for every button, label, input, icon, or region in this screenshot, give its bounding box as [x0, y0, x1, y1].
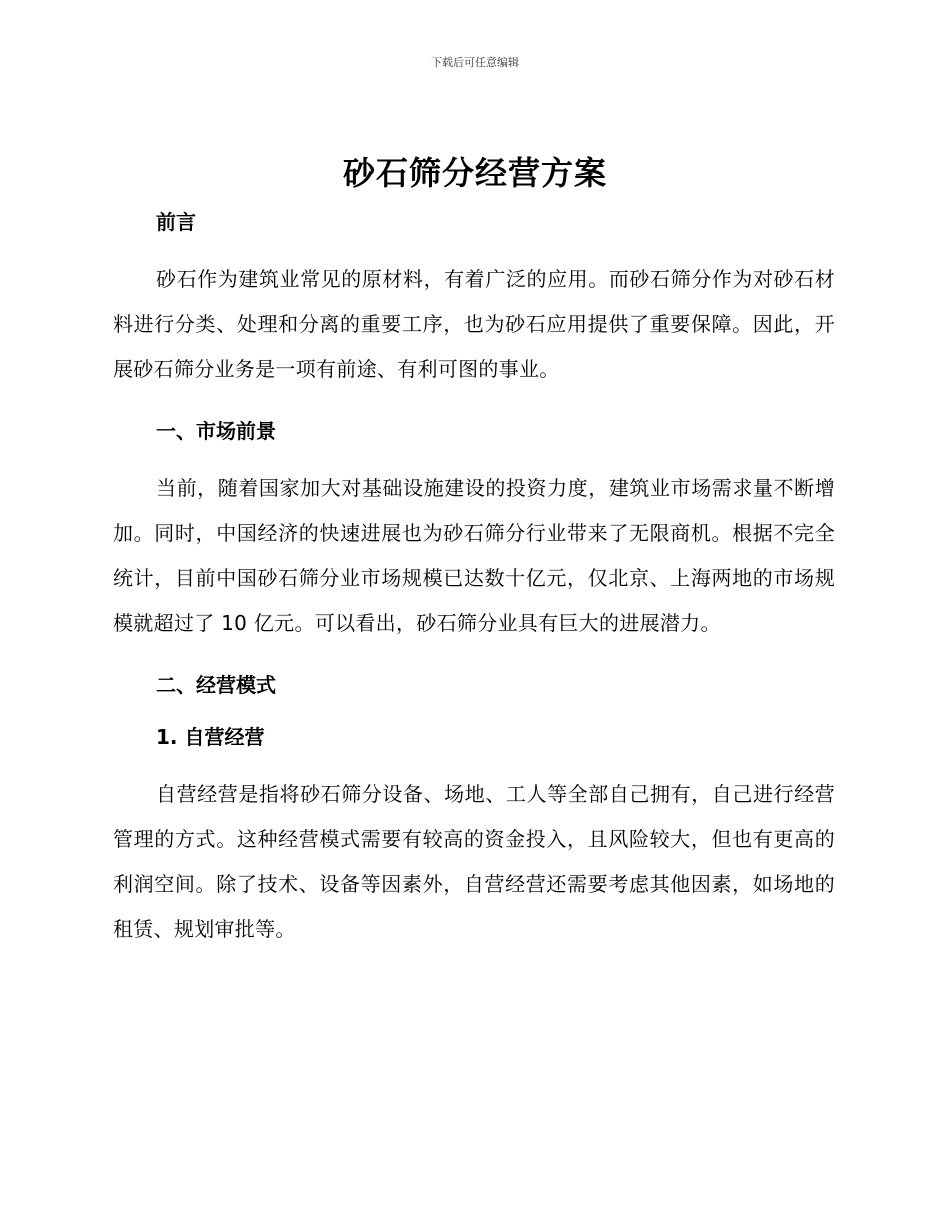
- section-heading-market: 一、市场前景: [156, 419, 276, 443]
- subsection-heading-self-operated: 1. 自营经营: [156, 725, 265, 749]
- paragraph-self-operated: 自营经营是指将砂石筛分设备、场地、工人等全部自己拥有，自己进行经营管理的方式。这种经营模式需要有较高的资金投入，且风险较大，但也有更高的利润空间。除了技术、设备等因素外，自营经营还需要考虑其他因素，如场地的租赁、规划审批等。: [113, 782, 835, 941]
- paragraph-market: 当前，随着国家加大对基础设施建设的投资力度，建筑业市场需求量不断增加。同时，中国经济的快速进展也为砂石筛分行业带来了无限商机。根据不完全统计，目前中国砂石筛分业市场规模已达数十亿元，仅北京、上海两地的市场规模就超过了 10 亿元。可以看出，砂石筛分业具有巨大的进展潜力。: [113, 476, 835, 635]
- section-heading-business-model: 二、经营模式: [156, 673, 276, 697]
- header-note: 下载后可任意编辑: [431, 56, 519, 69]
- document-title: 砂石筛分经营方案: [342, 154, 607, 192]
- document-body: [113, 205, 835, 952]
- paragraph-preface: 砂石作为建筑业常见的原材料，有着广泛的应用。而砂石筛分作为对砂石材料进行分类、处理和分离的重要工序，也为砂石应用提供了重要保障。因此，开展砂石筛分业务是一项有前途、有利可图的事业。: [113, 267, 835, 381]
- section-heading-preface: 前言: [156, 210, 196, 234]
